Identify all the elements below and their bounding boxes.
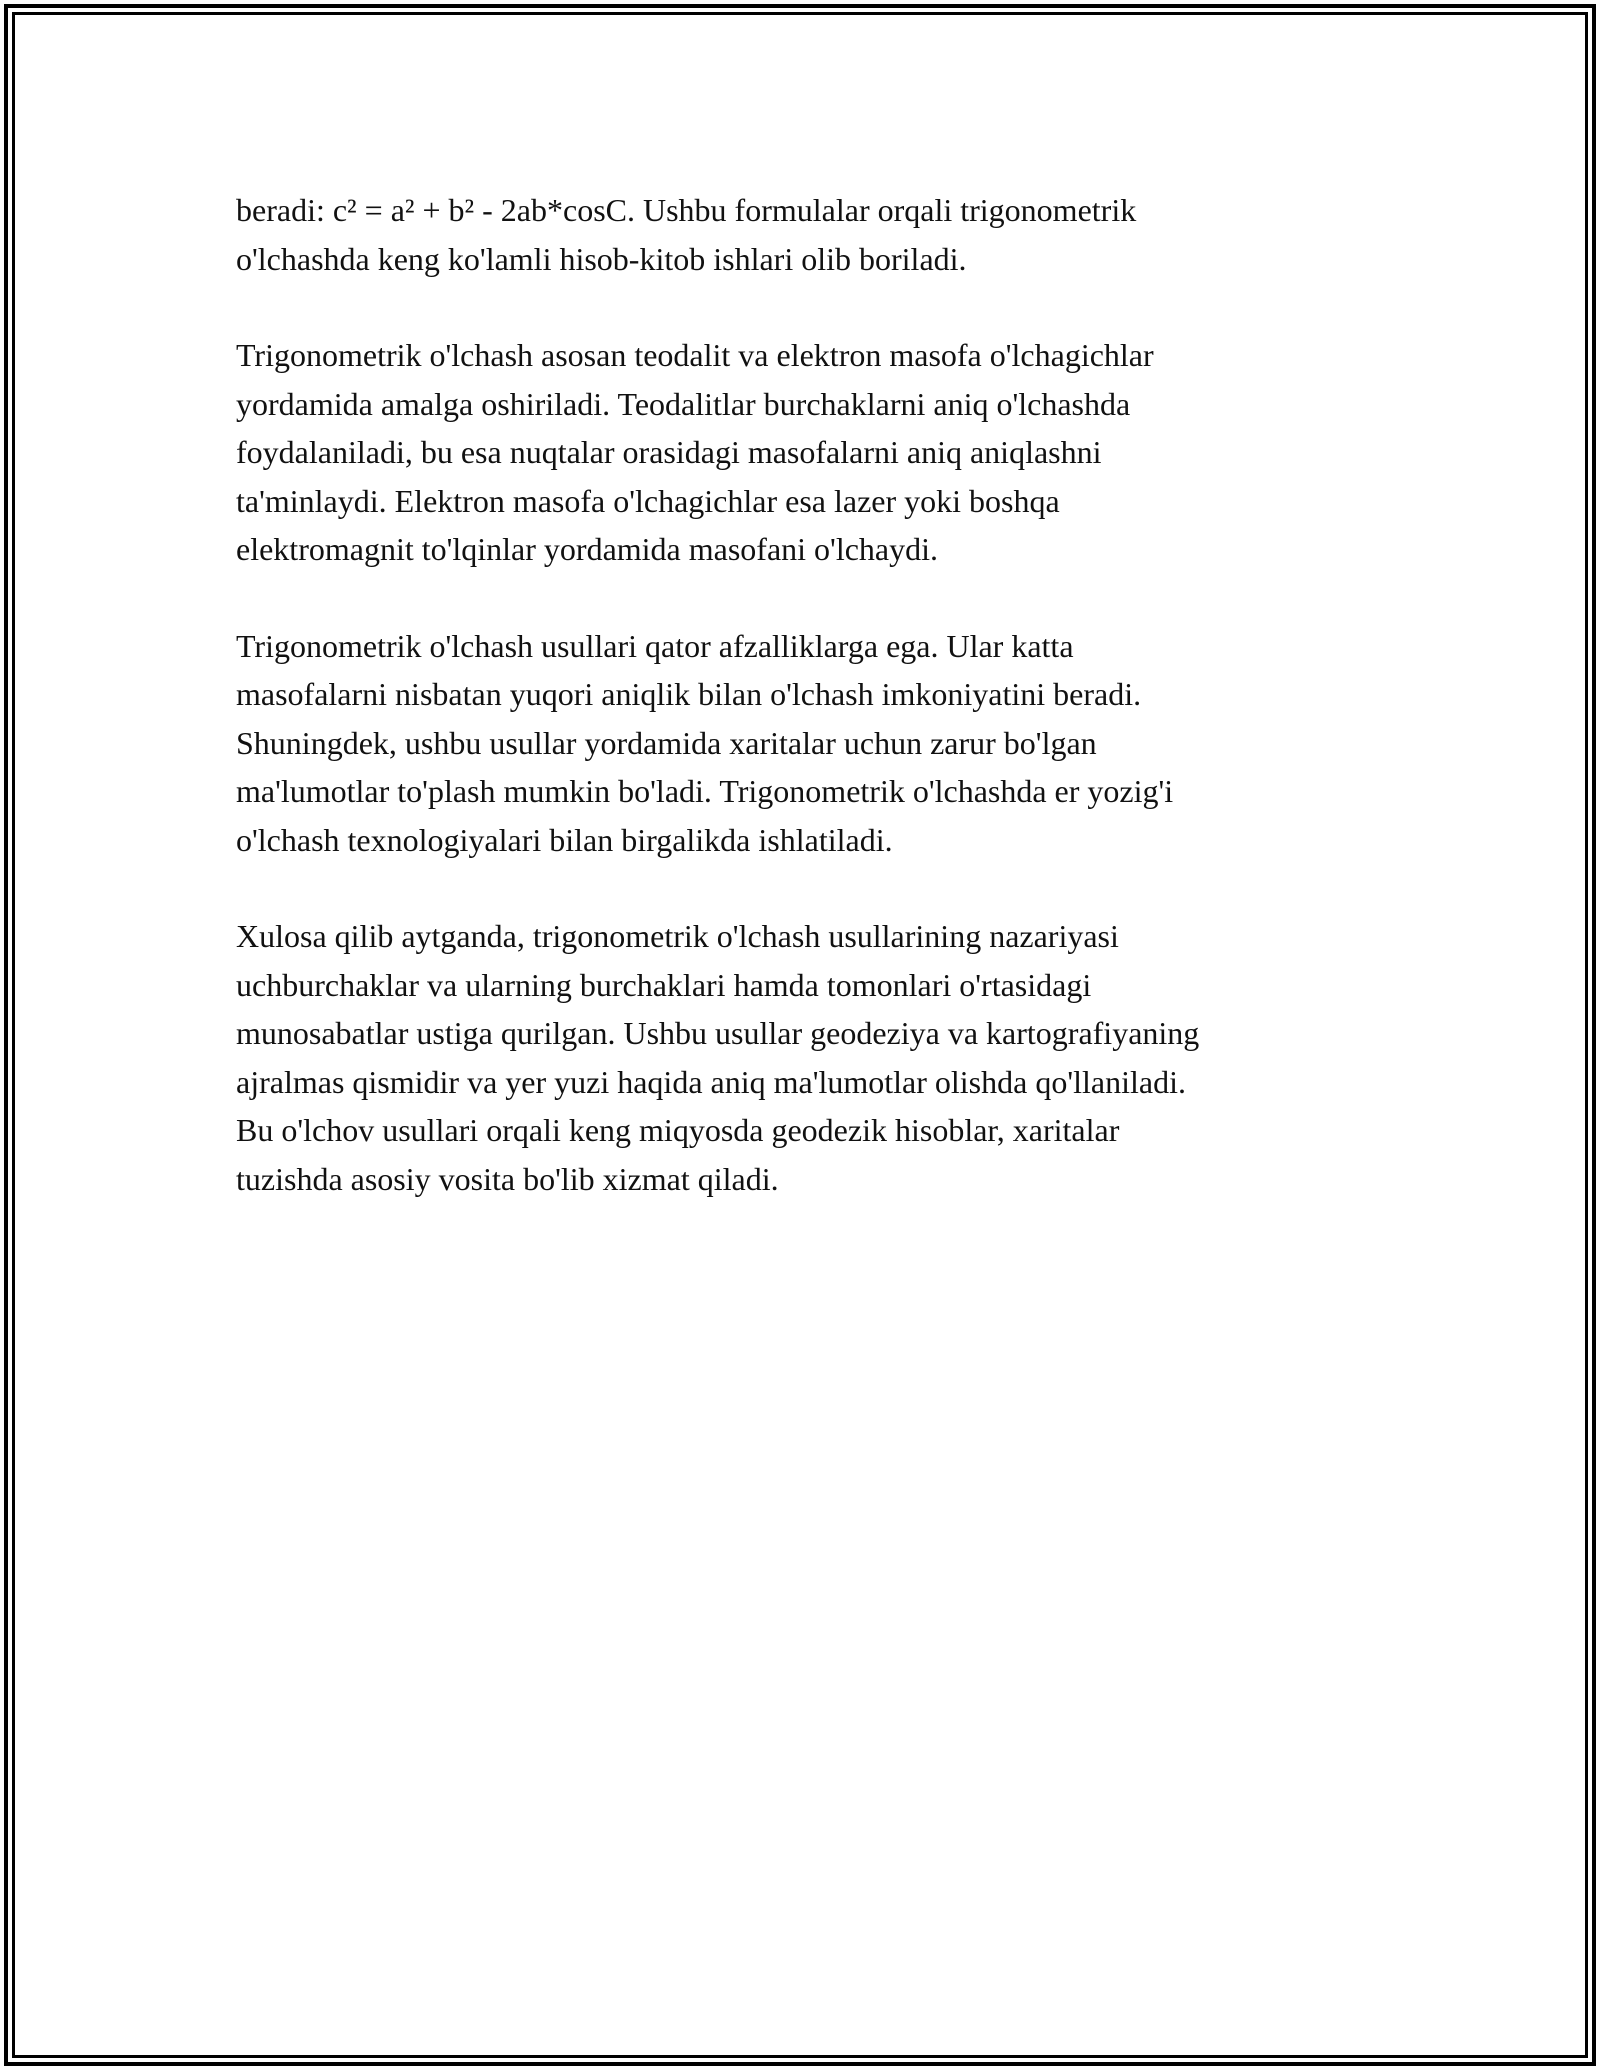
paragraph-formula: beradi: c² = a² + b² - 2ab*cosC. Ushbu formulalar orqali trigonometrik o'lchashda keng ko'lamli hisob-kitob ishlari olib boriladi.	[236, 192, 1137, 277]
paragraph-instruments: Trigonometrik o'lchash asosan teodalit va elektron masofa o'lchagichlar yordamida amalga oshiriladi. Teodalitlar burchaklarni aniq o'lchashda foydalaniladi, bu esa nuqtalar orasidagi masofalarni aniq aniqlashni ta'minlaydi. Elektron masofa o'lchagichlar esa lazer yoki boshqa elektromagnit to'lqinlar yordamida masofani o'lchaydi.	[236, 337, 1154, 567]
paragraph-advantages: Trigonometrik o'lchash usullari qator afzalliklarga ega. Ular katta masofalarni nisbatan yuqori aniqlik bilan o'lchash imkoniyatini beradi. Shuningdek, ushbu usullar yordamida xaritalar uchun zarur bo'lgan ma'lumotlar to'plash mumkin bo'ladi. Trigonometrik o'lchashda er yozig'i o'lchash texnologiyalari bilan birgalikda ishlatiladi.	[236, 627, 1174, 858]
document-body	[236, 186, 1396, 1251]
paragraph-conclusion: Xulosa qilib aytganda, trigonometrik o'lchash usullarining nazariyasi uchburchaklar va ularning burchaklari hamda tomonlari o'rtasidagi munosabatlar ustiga qurilgan. Ushbu usullar geodeziya va kartografiyaning ajralmas qismidir va yer yuzi haqida aniq ma'lumotlar olishda qo'llaniladi. Bu o'lchov usullari orqali keng miqyosda geodezik hisoblar, xaritalar tuzishda asosiy vosita bo'lib xizmat qiladi.	[236, 918, 1200, 1197]
